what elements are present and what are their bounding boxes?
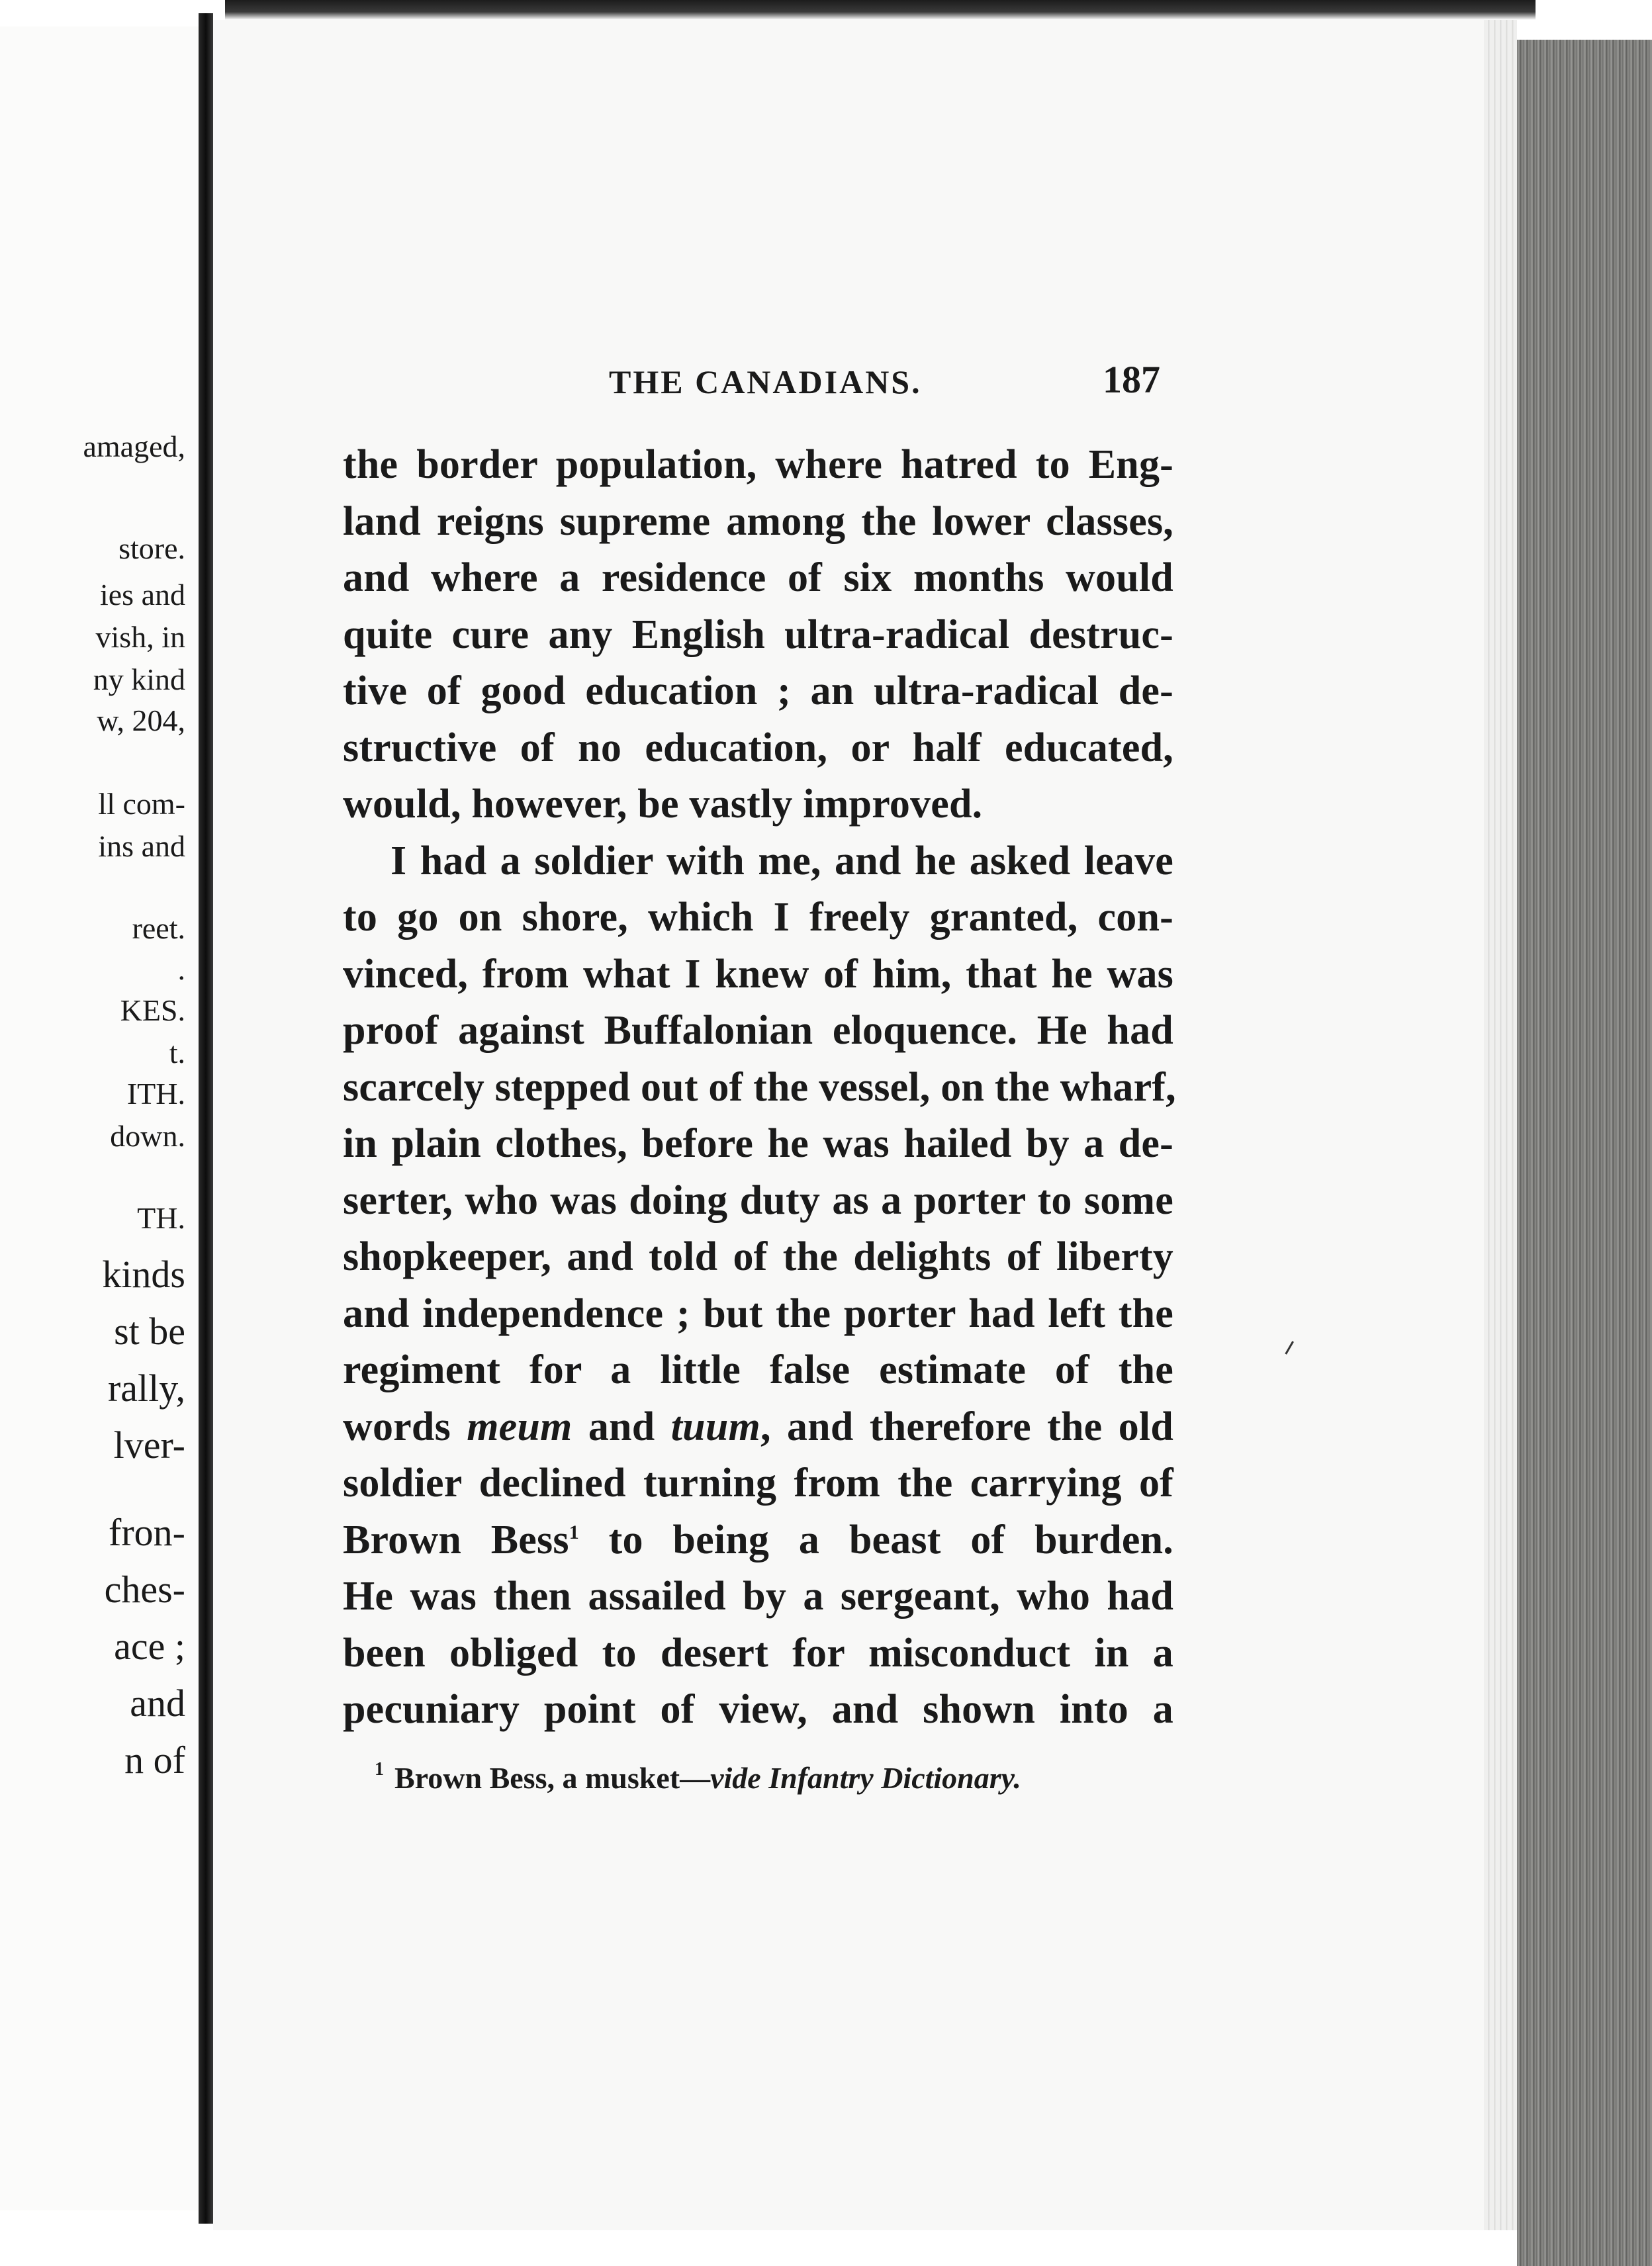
previous-page-line: lver- bbox=[113, 1424, 185, 1467]
previous-page-line: ies and bbox=[99, 578, 185, 612]
italic-word: meum bbox=[467, 1404, 573, 1449]
previous-page bbox=[0, 26, 199, 2210]
footnote-mark: 1 bbox=[375, 1759, 384, 1780]
page-top-edge bbox=[225, 0, 1536, 20]
body-text-run: , and therefore the old bbox=[760, 1404, 1173, 1449]
body-line: proof against Buffalonian eloquence. He had bbox=[343, 1008, 1173, 1053]
previous-page-line: KES. bbox=[120, 993, 185, 1027]
body-line: pecuniary point of view, and shown into a bbox=[343, 1687, 1173, 1732]
previous-page-line: ny kind bbox=[93, 662, 185, 696]
body-line: soldier declined turning from the carrying of bbox=[343, 1461, 1173, 1506]
body-line: scarcely stepped out of the vessel, on the wharf, bbox=[343, 1064, 1176, 1110]
running-head: THE CANADIANS. bbox=[609, 363, 922, 400]
previous-page-line: fron- bbox=[109, 1511, 185, 1554]
previous-page-line: ace ; bbox=[114, 1625, 185, 1668]
previous-page-line: ll com- bbox=[98, 787, 185, 821]
body-line: shopkeeper, and told of the delights of liberty bbox=[343, 1234, 1173, 1279]
previous-page-line: down. bbox=[110, 1119, 185, 1153]
body-line: tive of good education ; an ultra-radical de- bbox=[343, 668, 1173, 713]
body-line: the border population, where hatred to Eng- bbox=[343, 442, 1173, 487]
previous-page-line: ins and bbox=[98, 829, 185, 863]
book-page-edges bbox=[1517, 40, 1652, 2266]
italic-word: tuum bbox=[670, 1404, 760, 1449]
previous-page-line: ITH. bbox=[126, 1077, 185, 1110]
page-fore-edge bbox=[1484, 20, 1517, 2230]
footnote-text: Brown Bess, a musket— bbox=[394, 1761, 711, 1795]
body-line bbox=[343, 1512, 1173, 1569]
previous-page-line: amaged, bbox=[83, 430, 185, 463]
previous-page-line: n of bbox=[124, 1739, 185, 1782]
previous-page-line: . bbox=[177, 952, 185, 986]
body-line: regiment for a little false estimate of the bbox=[343, 1347, 1173, 1392]
previous-page-line: vish, in bbox=[95, 620, 185, 654]
previous-page-line: kinds bbox=[102, 1253, 185, 1296]
body-line: and where a residence of six months would bbox=[343, 555, 1173, 600]
previous-page-line: t. bbox=[169, 1036, 185, 1069]
body-line: would, however, be vastly improved. bbox=[343, 782, 983, 827]
body-line: He was then assailed by a sergeant, who had bbox=[343, 1574, 1173, 1619]
body-text-run: to being a beast of burden. bbox=[578, 1517, 1173, 1563]
body-line: serter, who was doing duty as a porter to some bbox=[343, 1177, 1173, 1223]
paragraph-first-line: I had a soldier with me, and he asked leave bbox=[390, 838, 1173, 884]
body-line: to go on shore, which I freely granted, con- bbox=[343, 895, 1173, 940]
previous-page-line: reet. bbox=[132, 911, 185, 945]
body-line: vinced, from what I knew of him, that he was bbox=[343, 951, 1173, 997]
previous-page-line: rally, bbox=[107, 1367, 185, 1410]
body-line: and independence ; but the porter had left the bbox=[343, 1291, 1173, 1336]
body-text-run: words bbox=[343, 1404, 451, 1449]
previous-page-line: and bbox=[130, 1682, 185, 1725]
body-line: quite cure any English ultra-radical destruc- bbox=[343, 612, 1173, 657]
previous-page-line: st be bbox=[114, 1310, 185, 1353]
previous-page-line: store. bbox=[118, 531, 185, 565]
body-text-run: and bbox=[588, 1404, 655, 1449]
previous-page-line: ches- bbox=[104, 1568, 185, 1611]
book-gutter bbox=[199, 13, 213, 2224]
footnote-italic-text: vide Infantry Dictionary. bbox=[710, 1761, 1021, 1795]
body-line: in plain clothes, before he was hailed by a de- bbox=[343, 1121, 1173, 1166]
footnote bbox=[375, 1759, 1021, 1795]
body-line: land reigns supreme among the lower classes, bbox=[343, 498, 1173, 544]
previous-page-line: w, 204, bbox=[97, 703, 185, 737]
body-line bbox=[343, 1399, 1173, 1456]
body-text-run: Brown Bess bbox=[343, 1517, 569, 1563]
body-text bbox=[343, 437, 1176, 1739]
body-line: structive of no education, or half educated, bbox=[343, 725, 1173, 770]
previous-page-line: TH. bbox=[137, 1201, 185, 1235]
body-line: been obliged to desert for misconduct in a bbox=[343, 1630, 1173, 1676]
footnote-reference: 1 bbox=[569, 1521, 579, 1543]
page-number: 187 bbox=[1103, 358, 1160, 401]
